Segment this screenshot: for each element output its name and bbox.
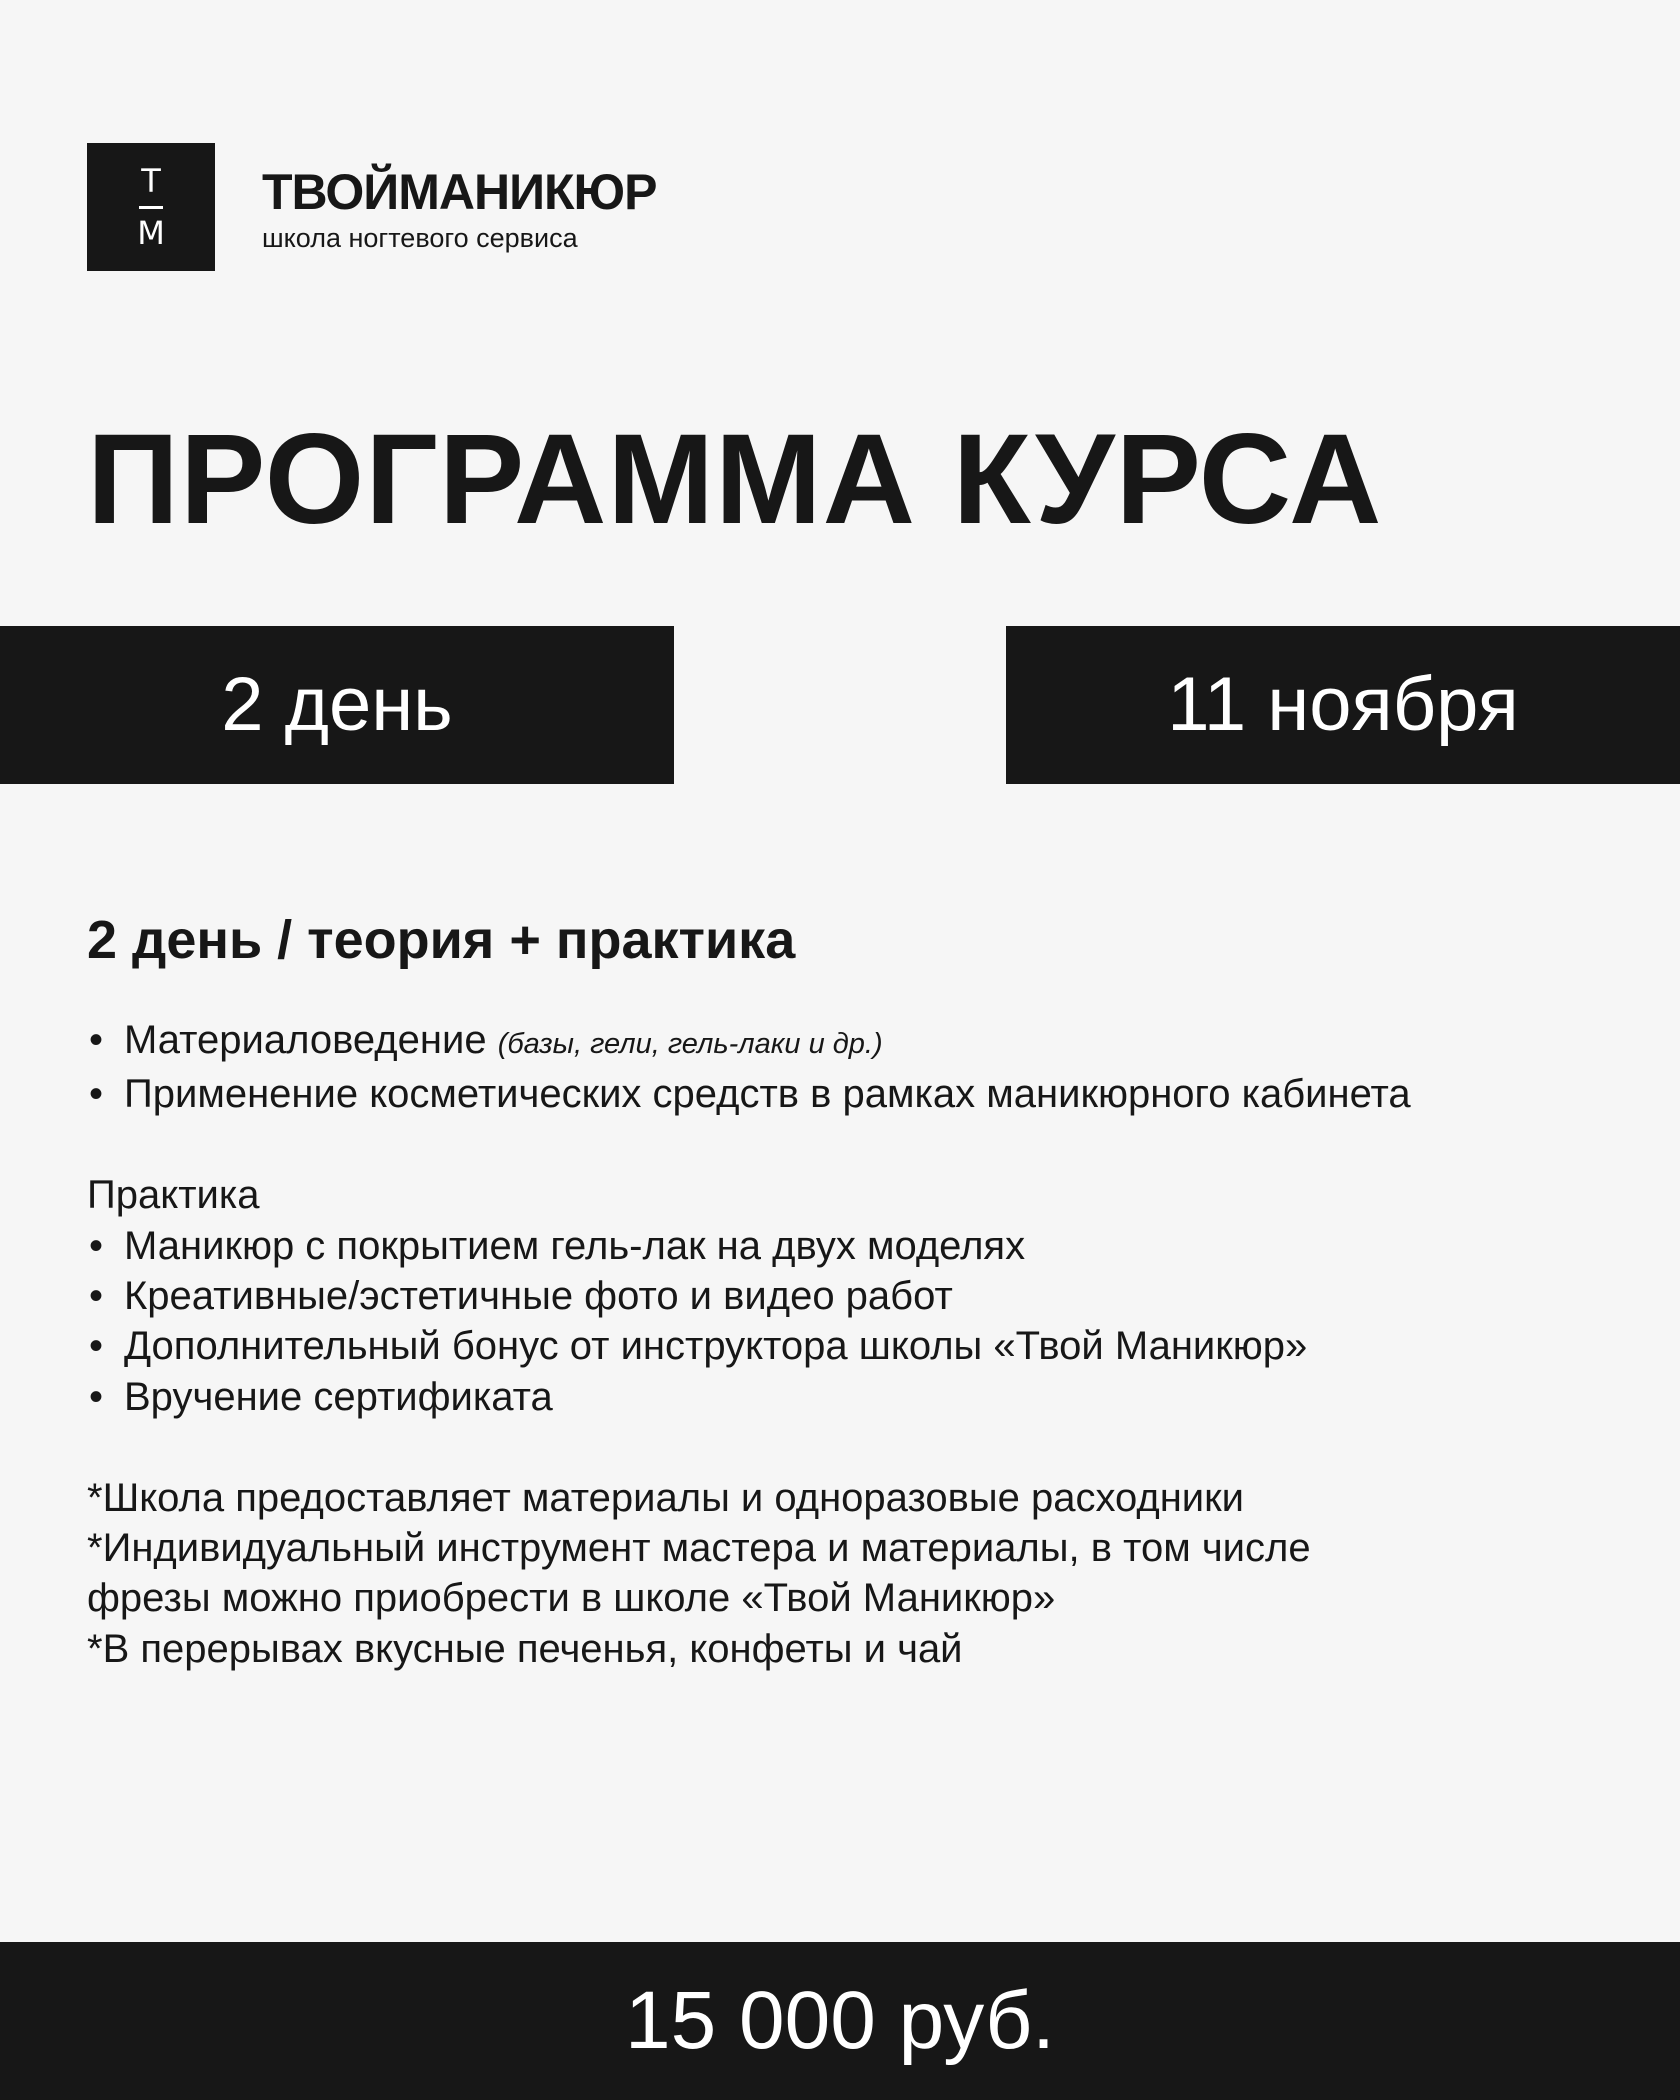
bullet-icon: •: [89, 1274, 104, 1319]
list-item: [87, 1015, 1647, 1069]
list-item: [87, 1321, 1647, 1371]
practice-list: [87, 1221, 1647, 1423]
bullet-icon: •: [89, 1018, 104, 1062]
bullet-icon: •: [89, 1374, 104, 1419]
price-bar: 15 000 руб.: [0, 1942, 1680, 2100]
practice-item-text: Маникюр с покрытием гель-лак на двух моделях: [124, 1223, 1026, 1268]
day-label-bar: 2 день: [0, 626, 674, 784]
practice-label: Практика: [87, 1173, 260, 1218]
note-line: *В перерывах вкусные печенья, конфеты и чай: [87, 1626, 963, 1671]
bullet-icon: •: [89, 1223, 104, 1268]
list-item: [87, 1221, 1647, 1271]
theory-item-text: Применение косметических средств в рамках маникюрного кабинета: [124, 1072, 1411, 1117]
date-label-bar: 11 ноября: [1006, 626, 1680, 784]
brand-name: ТВОЙМАНИКЮР: [262, 164, 657, 220]
note-line: *Школа предоставляет материалы и одноразовые расходники: [87, 1475, 1244, 1520]
list-item: [87, 1069, 1647, 1119]
theory-item-text: Материаловедение: [124, 1018, 487, 1062]
logo-mark: [87, 143, 215, 271]
section-heading: 2 день / теория + практика: [87, 910, 796, 970]
bullet-icon: •: [89, 1072, 104, 1117]
note-line: фрезы можно приобрести в школе «Твой Маникюр»: [87, 1576, 1056, 1621]
program-content: [87, 1015, 1647, 1674]
bullet-icon: •: [89, 1324, 104, 1369]
note-line: *Индивидуальный инструмент мастера и материалы, в том числе: [87, 1526, 1311, 1571]
logo-letter-bottom: М: [137, 214, 165, 252]
practice-item-text: Креативные/эстетичные фото и видео работ: [124, 1274, 953, 1319]
brand-tagline: школа ногтевого сервиса: [262, 223, 578, 253]
spacer: [87, 1422, 1647, 1472]
theory-list: [87, 1015, 1647, 1120]
theory-item-note: (базы, гели, гель-лаки и др.): [497, 1028, 883, 1060]
spacer: [87, 1120, 1647, 1170]
page-title: ПРОГРАММА КУРСА: [87, 408, 1383, 551]
list-item: [87, 1372, 1647, 1422]
logo-divider: [139, 206, 163, 209]
list-item: [87, 1271, 1647, 1321]
practice-item-text: Дополнительный бонус от инструктора школы «Твой Маникюр»: [124, 1324, 1308, 1369]
logo-letter-top: Т: [141, 162, 161, 200]
practice-item-text: Вручение сертификата: [124, 1374, 553, 1419]
